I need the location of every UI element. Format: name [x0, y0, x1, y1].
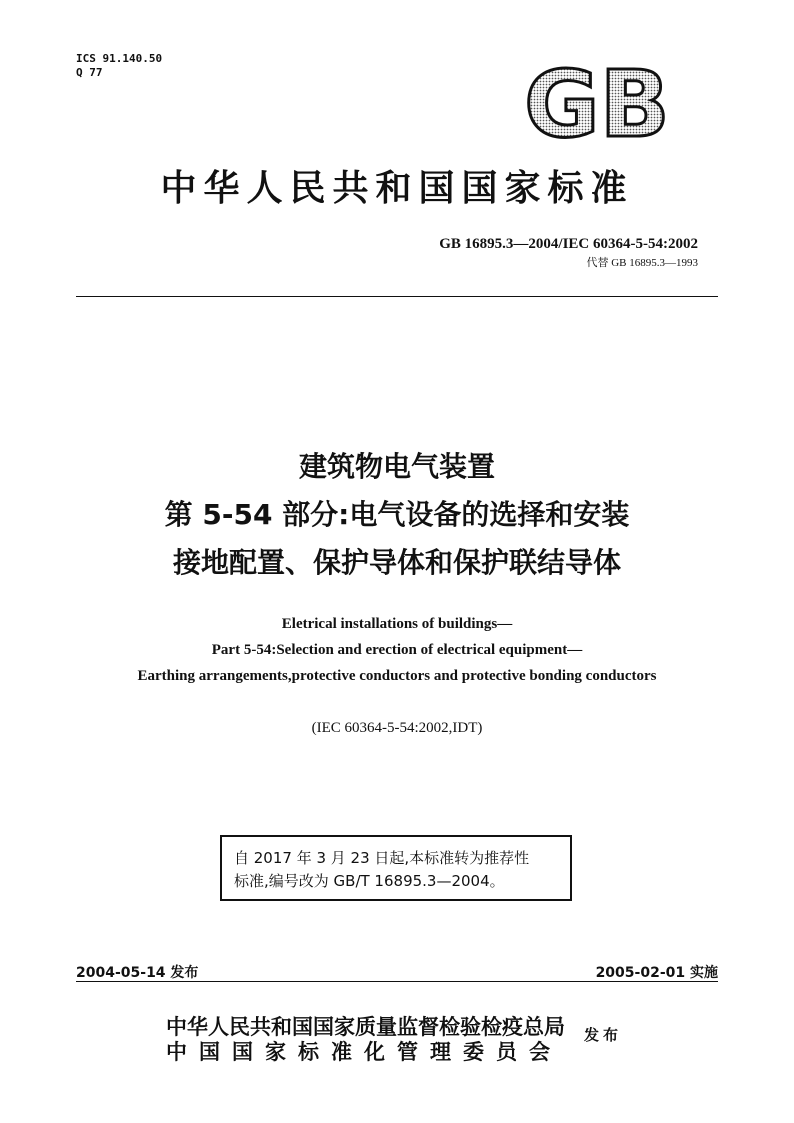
implementation-date: 2005-02-01 实施 [595, 965, 718, 981]
gb-logo-text: GB [524, 62, 670, 144]
issuer-line-2: 中国国家标准化管理委员会 [166, 1039, 562, 1064]
en-title-line-1: Eletrical installations of buildings— [281, 616, 513, 632]
publish-label: 发布 [584, 1026, 623, 1044]
notice-line-1: 自 2017 年 3 月 23 日起,本标准转为推荐性 [234, 849, 530, 867]
gb-logo [515, 62, 680, 144]
cn-title-line-3: 接地配置、保护导体和保护联结导体 [172, 546, 621, 579]
en-title-line-3: Earthing arrangements,protective conductors and protective bonding conductors [137, 668, 657, 684]
issuer-line-1: 中华人民共和国国家质量监督检验检疫总局 [166, 1014, 565, 1039]
classification-codes [76, 52, 162, 80]
standard-number: GB 16895.3—2004/IEC 60364-5-54:2002 [439, 236, 698, 252]
standard-category-title: 中华人民共和国国家标准 [160, 167, 634, 209]
status-notice-box [220, 835, 572, 901]
idt-reference: (IEC 60364-5-54:2002,IDT) [311, 720, 483, 736]
en-title-line-2: Part 5-54:Selection and erection of electrical equipment— [211, 642, 583, 658]
bottom-divider [76, 981, 718, 982]
cn-title-line-2: 第 5-54 部分:电气设备的选择和安装 [164, 498, 630, 531]
ics-code: ICS 91.140.50 [76, 52, 163, 65]
top-divider [76, 296, 718, 297]
replaces-standard: 代替 GB 16895.3—1993 [586, 257, 698, 269]
ccs-code: Q 77 [76, 66, 103, 79]
cn-title-line-1: 建筑物电气装置 [298, 450, 495, 483]
issue-date: 2004-05-14 发布 [76, 965, 199, 981]
notice-line-2: 标准,编号改为 GB/T 16895.3—2004。 [234, 872, 505, 890]
